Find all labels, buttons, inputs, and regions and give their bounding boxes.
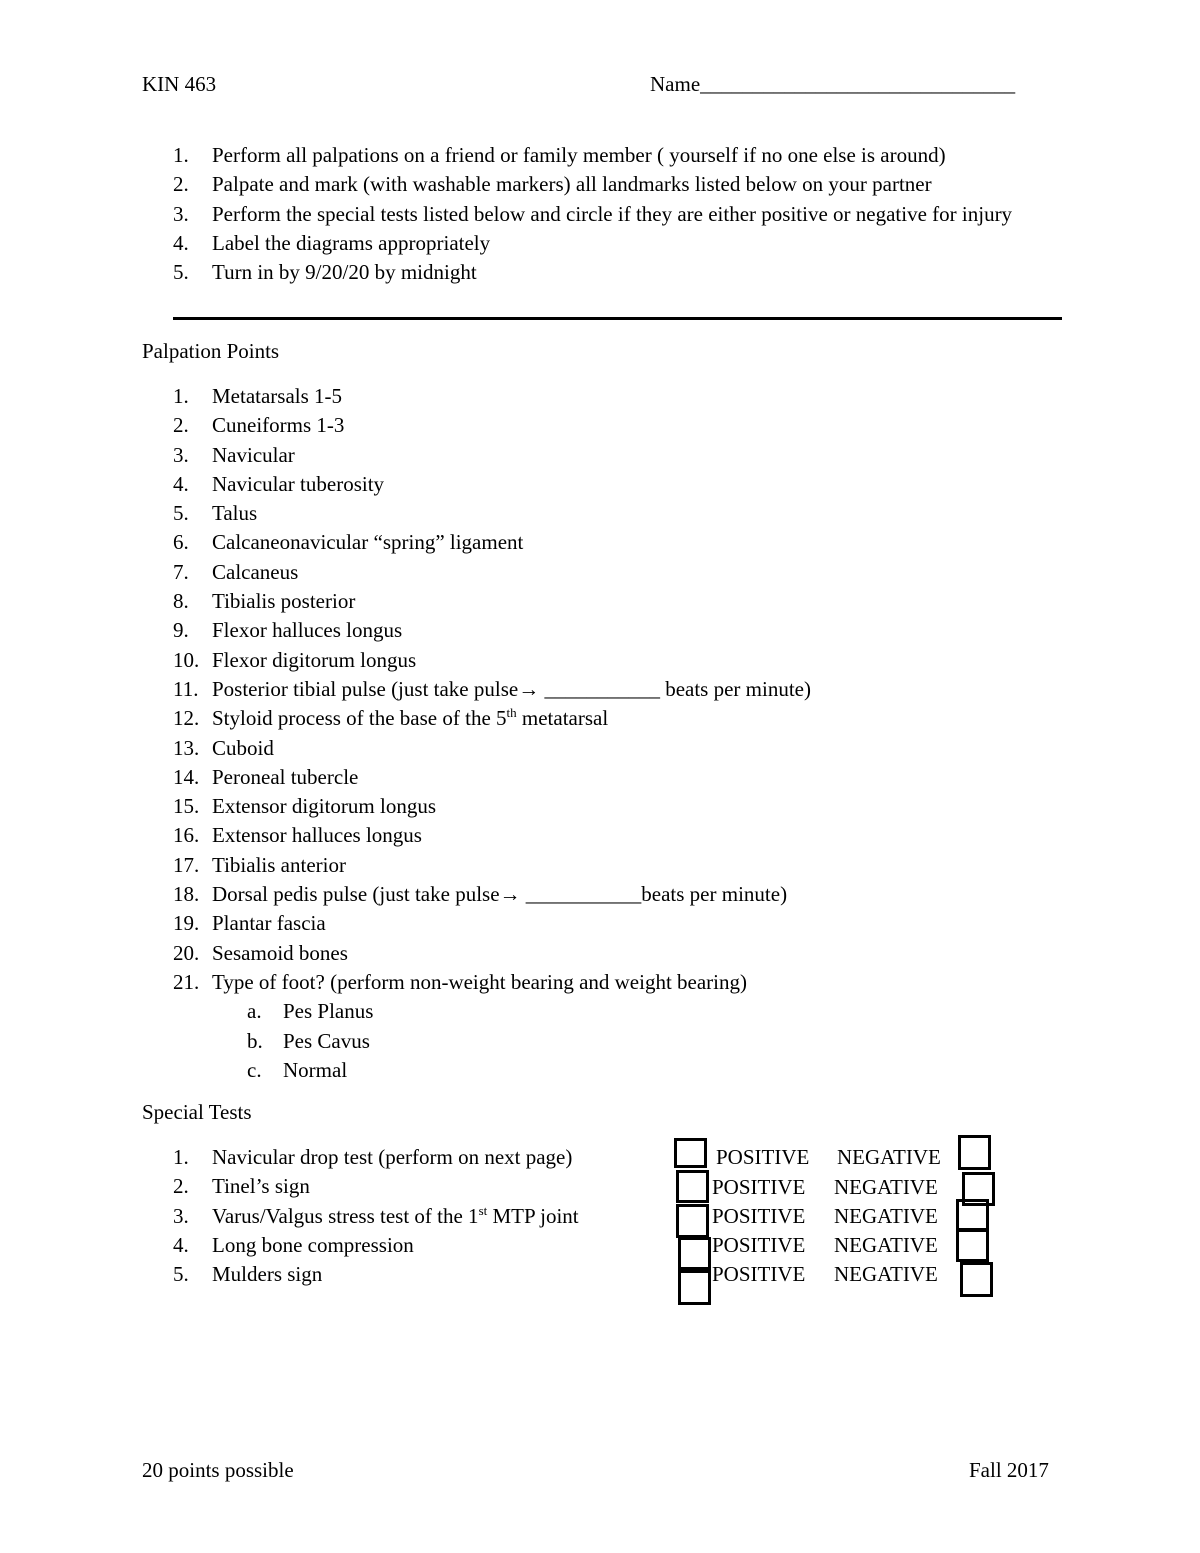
list-item: 2. Tinel’s sign	[173, 1174, 310, 1199]
list-item: 5. Turn in by 9/20/20 by midnight	[173, 259, 477, 284]
negative-checkbox[interactable]	[956, 1228, 989, 1262]
list-item: 18. Dorsal pedis pulse (just take pulse→ ___________beats per minute)	[173, 882, 788, 907]
foot-type-option: c. Normal	[247, 1057, 348, 1082]
positive-checkbox[interactable]	[674, 1138, 707, 1168]
positive-checkbox[interactable]	[678, 1270, 711, 1305]
name-field-label: Name______________________________	[650, 72, 1016, 96]
foot-type-option: a. Pes Planus	[247, 999, 374, 1024]
list-item: 14. Peroneal tubercle	[173, 764, 359, 789]
negative-label: NEGATIVE	[834, 1175, 938, 1199]
list-item: 2. Palpate and mark (with washable markers) all landmarks listed below on your partner	[173, 172, 932, 197]
list-item: 8. Tibialis posterior	[173, 589, 356, 614]
list-item: 1. Perform all palpations on a friend or family member ( yourself if no one else is around)	[173, 143, 946, 167]
list-item: 1. Metatarsals 1-5	[173, 384, 343, 408]
term-label: Fall 2017	[969, 1458, 1049, 1482]
special-tests-title: Special Tests	[142, 1100, 252, 1124]
positive-checkbox[interactable]	[676, 1170, 709, 1203]
positive-checkbox[interactable]	[678, 1237, 711, 1270]
list-item: 19. Plantar fascia	[173, 911, 326, 936]
positive-label: POSITIVE	[712, 1262, 806, 1286]
list-item: 2. Cuneiforms 1-3	[173, 413, 345, 438]
list-item: 5. Talus	[173, 501, 258, 526]
list-item: 16. Extensor halluces longus	[173, 823, 422, 848]
list-item: 3. Navicular	[173, 442, 295, 467]
negative-label: NEGATIVE	[834, 1262, 938, 1286]
list-item: 10. Flexor digitorum longus	[173, 647, 417, 672]
negative-checkbox[interactable]	[958, 1135, 991, 1170]
list-item: 11. Posterior tibial pulse (just take pulse→ ___________ beats per minute)	[173, 676, 811, 701]
palpation-title: Palpation Points	[142, 339, 280, 363]
list-item: 3. Varus/Valgus stress test of the 1st MTP joint	[173, 1202, 579, 1228]
list-item: 6. Calcaneonavicular “spring” ligament	[173, 530, 524, 555]
list-item: 5. Mulders sign	[173, 1262, 323, 1287]
positive-checkbox[interactable]	[676, 1204, 709, 1238]
foot-type-option: b. Pes Cavus	[247, 1028, 370, 1053]
list-item: 4. Navicular tuberosity	[173, 471, 385, 496]
instructions-list	[173, 141, 1062, 287]
positive-label: POSITIVE	[712, 1204, 806, 1228]
course-code: KIN 463	[142, 72, 217, 96]
list-item: 3. Perform the special tests listed below and circle if they are either positive or negative for injury	[173, 201, 1013, 226]
negative-label: NEGATIVE	[834, 1233, 938, 1257]
list-item: 17. Tibialis anterior	[173, 852, 346, 877]
negative-label: NEGATIVE	[834, 1204, 938, 1228]
divider	[173, 317, 1062, 320]
list-item: 1. Navicular drop test (perform on next page)	[173, 1145, 573, 1169]
list-item: 4. Long bone compression	[173, 1232, 414, 1257]
list-item: 20. Sesamoid bones	[173, 940, 348, 965]
positive-label: POSITIVE	[716, 1145, 810, 1169]
list-item: 13. Cuboid	[173, 735, 274, 760]
list-item: 9. Flexor halluces longus	[173, 618, 403, 643]
negative-checkbox[interactable]	[960, 1262, 993, 1297]
list-item: 21. Type of foot? (perform non-weight bearing and weight bearing)	[173, 969, 748, 994]
special-tests-list	[173, 1143, 579, 1289]
list-item: 4. Label the diagrams appropriately	[173, 230, 491, 255]
palpation-list	[173, 382, 811, 1085]
positive-label: POSITIVE	[712, 1233, 806, 1257]
list-item: 7. Calcaneus	[173, 559, 299, 584]
list-item: 15. Extensor digitorum longus	[173, 794, 436, 819]
positive-label: POSITIVE	[712, 1175, 806, 1199]
points-possible: 20 points possible	[142, 1458, 294, 1482]
list-item: 12. Styloid process of the base of the 5th metatarsal	[173, 705, 609, 731]
negative-label: NEGATIVE	[837, 1145, 941, 1169]
